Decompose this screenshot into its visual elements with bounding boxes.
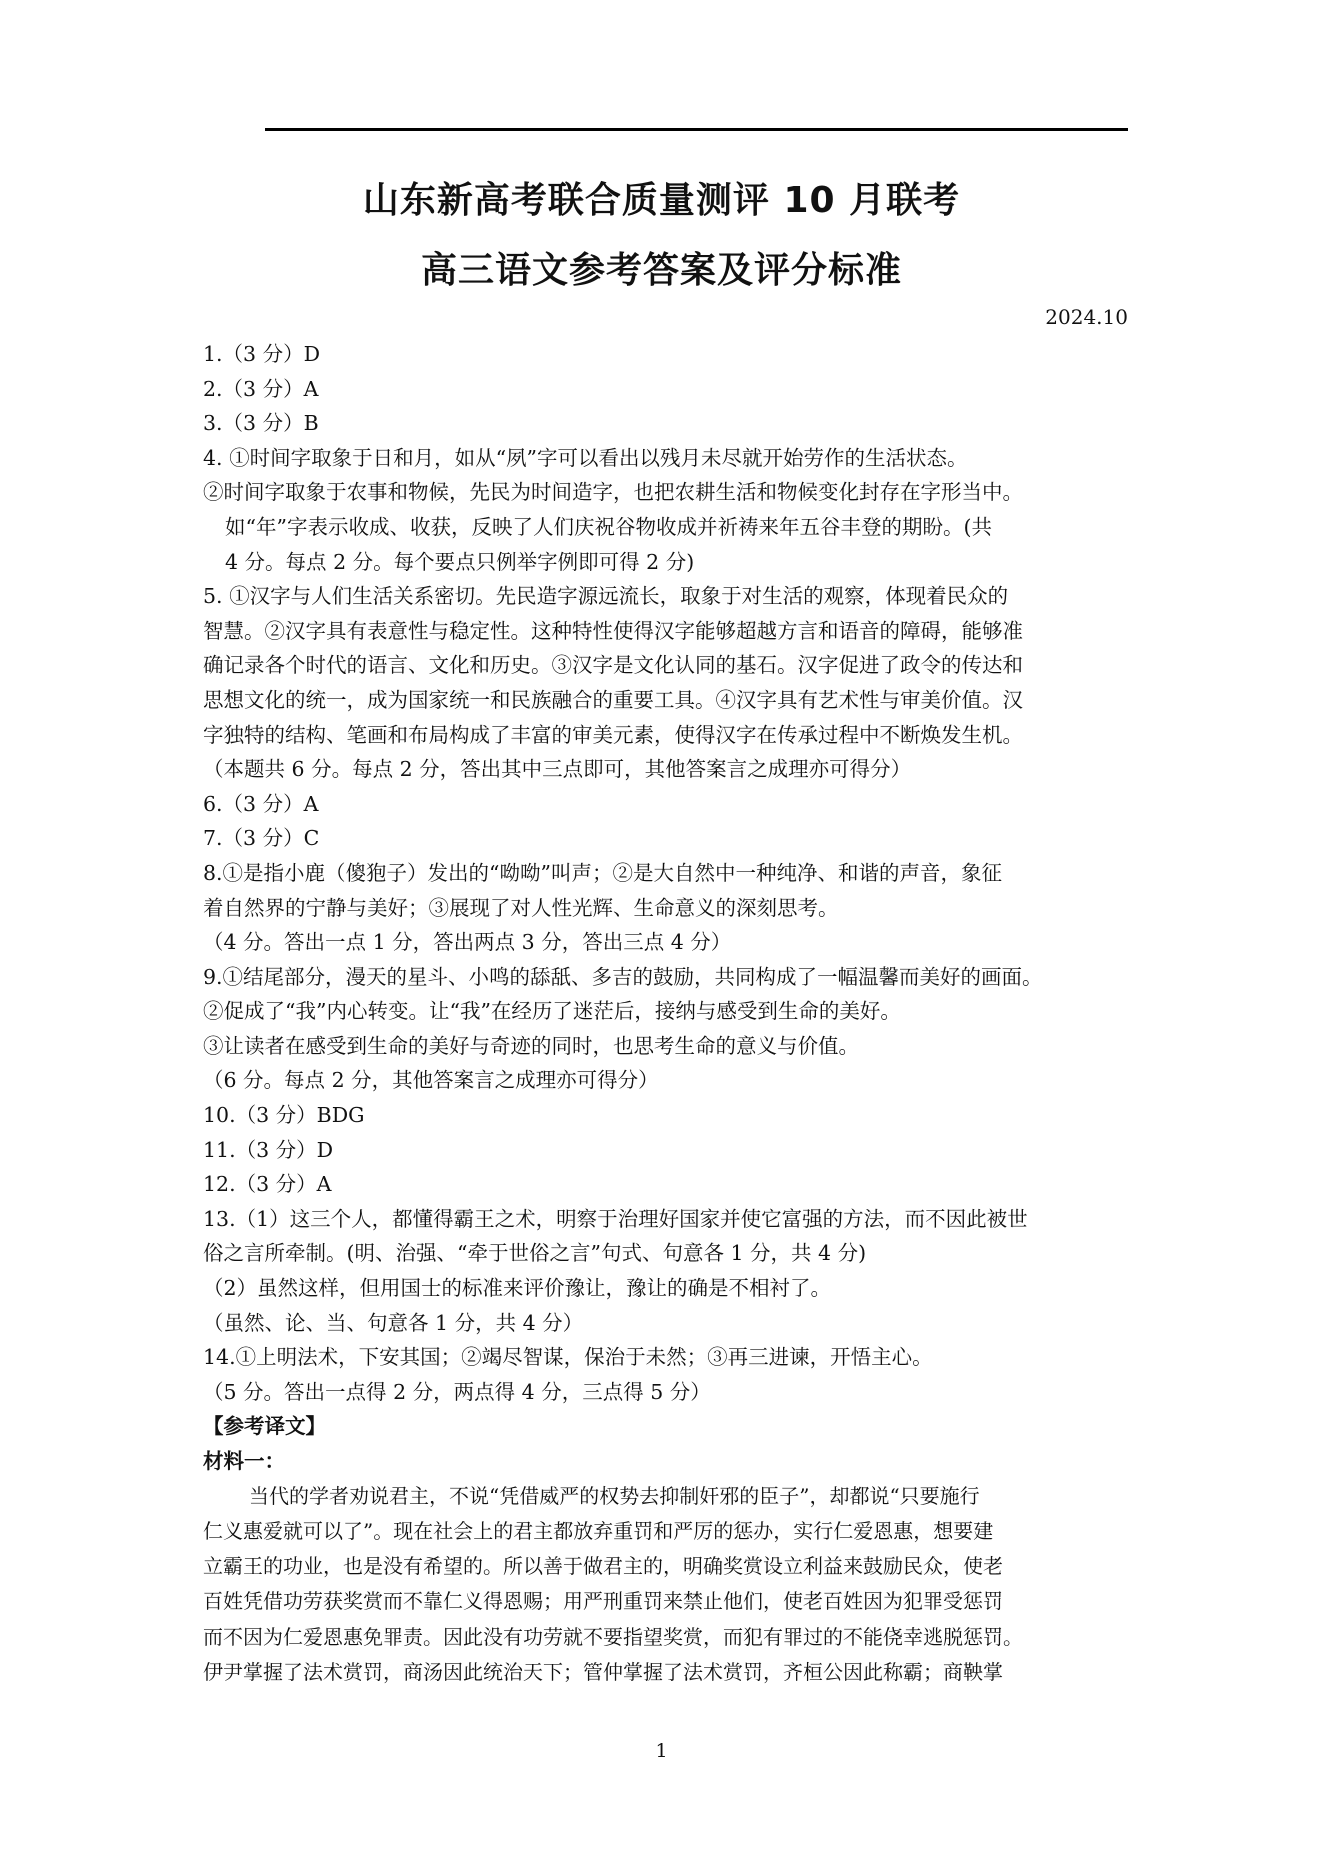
answer-line: ③让读者在感受到生命的美好与奇迹的同时，也思考生命的意义与价值。 — [203, 1033, 859, 1058]
page-number: 1 — [655, 1740, 668, 1762]
translation-line: 百姓凭借功劳获奖赏而不靠仁义得恩赐；用严刑重罚来禁止他们，使老百姓因为犯罪受惩罚 — [203, 1589, 1003, 1614]
answer-line: 6.（3 分）A — [203, 791, 319, 816]
translation-heading: 【参考译文】 — [203, 1414, 326, 1439]
header-rule — [265, 128, 1128, 131]
answer-line: ②促成了“我”内心转变。让“我”在经历了迷茫后，接纳与感受到生命的美好。 — [203, 999, 901, 1024]
answer-line: ②时间字取象于农事和物候，先民为时间造字，也把农耕生活和物候变化封存在字形当中。 — [203, 480, 1023, 505]
answer-line: 9.①结尾部分，漫天的星斗、小鸣的舔舐、多吉的鼓励，共同构成了一幅温馨而美好的画面。 — [203, 964, 1043, 989]
answer-line: 4. ①时间字取象于日和月，如从“夙”字可以看出以残月未尽就开始劳作的生活状态。 — [203, 445, 968, 470]
answer-line: 5. ①汉字与人们生活关系密切。先民造字源远流长，取象于对生活的观察，体现着民众的 — [203, 584, 1009, 609]
answer-line: 14.①上明法术，下安其国；②竭尽智谋，保治于未然；③再三进谏，开悟主心。 — [203, 1345, 933, 1370]
answer-line: 7.（3 分）C — [203, 826, 320, 851]
answer-line: 智慧。②汉字具有表意性与稳定性。这种特性使得汉字能够超越方言和语音的障碍，能够准 — [203, 618, 1023, 643]
answer-line: 字独特的结构、笔画和布局构成了丰富的审美元素，使得汉字在传承过程中不断焕发生机。 — [203, 722, 1023, 747]
translation-line: 立霸王的功业，也是没有希望的。所以善于做君主的，明确奖赏设立利益来鼓励民众，使老 — [203, 1554, 1003, 1579]
answer-line: （6 分。每点 2 分，其他答案言之成理亦可得分） — [203, 1068, 659, 1093]
translation-line: 而不因为仁爱恩惠免罪责。因此没有功劳就不要指望奖赏，而犯有罪过的不能侥幸逃脱惩罚。 — [203, 1624, 1023, 1649]
answer-line: （4 分。答出一点 1 分，答出两点 3 分，答出三点 4 分） — [203, 930, 732, 955]
answer-line: 10.（3 分）BDG — [203, 1103, 365, 1128]
answer-line: 思想文化的统一，成为国家统一和民族融合的重要工具。④汉字具有艺术性与审美价值。汉 — [203, 687, 1023, 712]
answer-line: 12.（3 分）A — [203, 1172, 332, 1197]
translation-line: 伊尹掌握了法术赏罚，商汤因此统治天下；管仲掌握了法术赏罚，齐桓公因此称霸；商鞅掌 — [203, 1660, 1003, 1685]
page-title: 山东新高考联合质量测评 10 月联考 — [362, 180, 961, 221]
answer-line: 着自然界的宁静与美好；③展现了对人性光辉、生命意义的深刻思考。 — [203, 895, 839, 920]
answer-line: 3.（3 分）B — [203, 411, 319, 436]
answer-line: 4 分。每点 2 分。每个要点只例举字例即可得 2 分) — [225, 549, 695, 574]
answer-line: （本题共 6 分。每点 2 分，答出其中三点即可，其他答案言之成理亦可得分） — [203, 757, 912, 782]
material-label: 材料一： — [203, 1449, 285, 1473]
answer-line: （2）虽然这样，但用国士的标准来评价豫让，豫让的确是不相衬了。 — [203, 1276, 832, 1301]
document-date: 2024.10 — [1045, 305, 1128, 329]
page-subtitle: 高三语文参考答案及评分标准 — [420, 250, 902, 291]
translation-line: 当代的学者劝说君主，不说“凭借威严的权势去抑制奸邪的臣子”，却都说“只要施行 — [249, 1483, 980, 1508]
answer-line: （5 分。答出一点得 2 分，两点得 4 分，三点得 5 分） — [203, 1379, 711, 1404]
answer-line: （虽然、论、当、句意各 1 分，共 4 分） — [203, 1310, 584, 1335]
answer-line: 如“年”字表示收成、收获，反映了人们庆祝谷物收成并祈祷来年五谷丰登的期盼。(共 — [225, 514, 992, 539]
answer-line: 2.（3 分）A — [203, 376, 319, 401]
translation-text — [203, 1479, 1133, 1691]
answer-line: 确记录各个时代的语言、文化和历史。③汉字是文化认同的基石。汉字促进了政令的传达和 — [203, 653, 1023, 678]
answer-line: 8.①是指小鹿（傻狍子）发出的“呦呦”叫声；②是大自然中一种纯净、和谐的声音，象征 — [203, 860, 1003, 885]
translation-line: 仁义惠爱就可以了”。现在社会上的君主都放弃重罚和严厉的惩办，实行仁爱恩惠，想要建 — [203, 1518, 994, 1543]
answer-line: 1.（3 分）D — [203, 342, 321, 366]
answer-line: 俗之言所牵制。(明、治强、“牵于世俗之言”句式、句意各 1 分，共 4 分) — [203, 1241, 867, 1266]
answer-line: 13.（1）这三个人，都懂得霸王之术，明察于治理好国家并使它富强的方法，而不因此被世 — [203, 1206, 1028, 1231]
answer-line: 11.（3 分）D — [203, 1137, 334, 1162]
answer-body — [203, 337, 1133, 1690]
